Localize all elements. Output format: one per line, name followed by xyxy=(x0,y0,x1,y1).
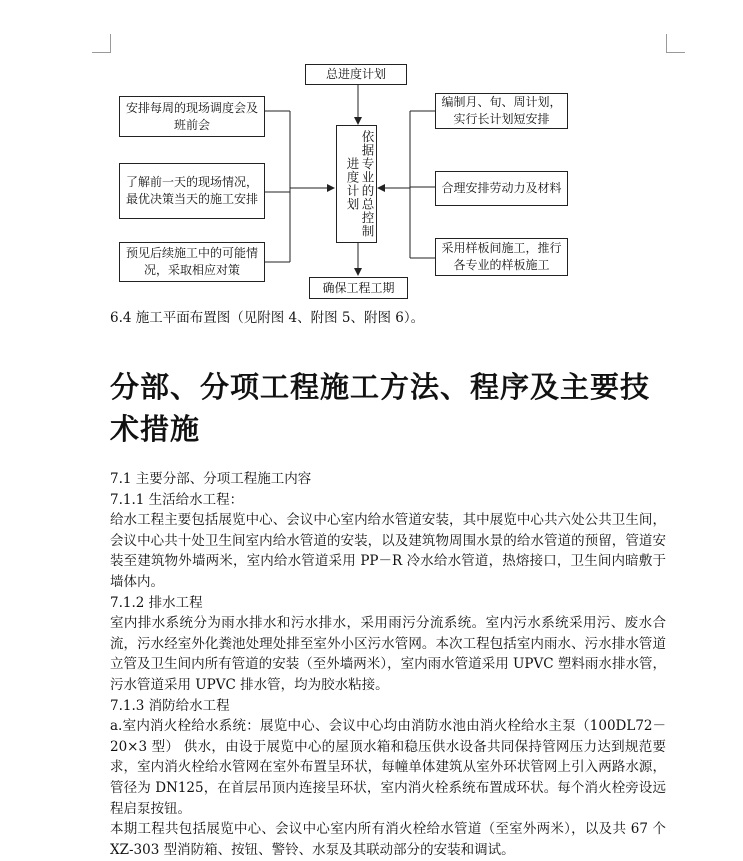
node-right-1: 编制月、旬、周计划，实行长计划短安排 xyxy=(435,93,568,129)
paragraph-hydrant-system: a.室内消火栓给水系统：展览中心、会议中心均由消防水池由消火栓给水主泵（100DL72－20×3 型） 供水，由设于展览中心的屋顶水箱和稳压供水设备共同保持管网压力达到规范要求，室内消火栓给水管网在室外布置呈环状，每幢单体建筑从室外环状管网上引入两路水源，管径为 DN125，在首层吊顶内连接呈环状，室内消火栓系统布置成环状。每个消火栓旁设远程启泵按钮。 xyxy=(110,718,666,817)
body-text xyxy=(110,469,666,860)
subsection-7-1: 7.1 主要分部、分项工程施工内容 xyxy=(110,471,312,487)
paragraph-project-scope: 本期工程共包括展览中心、会议中心室内所有消火栓给水管道（至室外两米），以及共 67 个 XZ-303 型消防箱、按钮、警铃、水泵及其联动部分的安装和调试。 xyxy=(110,821,666,858)
node-left-3: 预见后续施工中的可能情况，采取相应对策 xyxy=(119,242,265,282)
node-left-1: 安排每周的现场调度会及班前会 xyxy=(119,96,265,137)
node-right-2: 合理安排劳动力及材料 xyxy=(435,171,568,206)
section-heading: 分部、分项工程施工方法、程序及主要技术措施 xyxy=(110,370,651,446)
node-control-plan: 依据专业的总控制进度计划 xyxy=(336,125,377,243)
subsection-7-1-1: 7.1.1 生活给水工程： xyxy=(110,491,244,508)
subsection-7-1-3: 7.1.3 消防给水工程 xyxy=(110,697,230,714)
paragraph-water-supply: 给水工程主要包括展览中心、会议中心室内给水管道安装，其中展览中心共六处公共卫生间，会议中心共十处卫生间室内给水管道的安装，以及建筑物周围水景的给水管道的预留，管道安装至建筑物外墙两米，室内给水管道采用 PP－R 冷水给水管道，热熔接口，卫生间内暗敷于墙体内。 xyxy=(110,512,666,590)
node-left-2: 了解前一天的现场情况，最优决策当天的施工安排 xyxy=(119,163,265,219)
node-ensure-schedule: 确保工程工期 xyxy=(309,277,408,299)
paragraph-drainage: 室内排水系统分为雨水排水和污水排水，采用雨污分流系统。室内污水系统采用污、废水合流，污水经室外化粪池处理处排至室外小区污水管网。本次工程包括室内雨水、污水排水管道立管及卫生间内所有管道的安装（至外墙两米），室内雨水管道采用 UPVC 塑料雨水排水管，污水管道采用 UPVC 排水管，均为胶水粘接。 xyxy=(110,615,666,693)
subsection-7-1-2: 7.1.2 排水工程 xyxy=(110,594,203,611)
node-right-3: 采用样板间施工，推行各专业的样板施工 xyxy=(435,238,568,276)
figure-reference: 6.4 施工平面布置图（见附图 4、附图 5、附图 6）。 xyxy=(110,310,425,326)
node-master-schedule: 总进度计划 xyxy=(305,64,407,85)
